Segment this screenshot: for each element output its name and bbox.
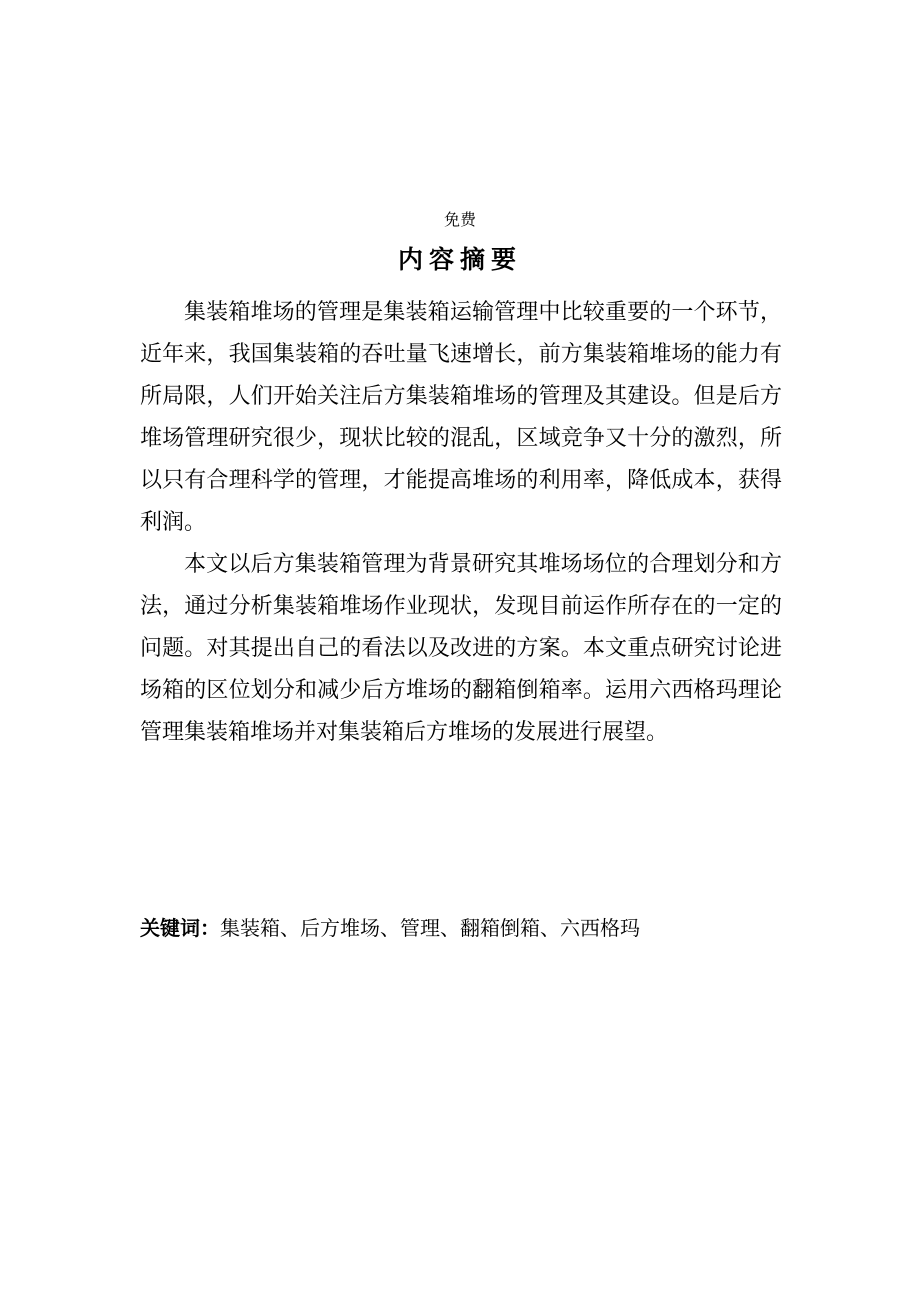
abstract-paragraph-2: 本文以后方集装箱管理为背景研究其堆场场位的合理划分和方法，通过分析集装箱堆场作业现状，发现目前运作所存在的一定的问题。对其提出自己的看法以及改进的方案。本文重点研究讨论进场箱的区位划分和减少后方堆场的翻箱倒箱率。运用六西格玛理论管理集装箱堆场并对集装箱后方堆场的发展进行展望。 [140, 552, 782, 745]
abstract-body [140, 292, 782, 754]
keywords-line [140, 908, 800, 948]
abstract-paragraph-1: 集装箱堆场的管理是集装箱运输管理中比较重要的一个环节，近年来，我国集装箱的吞吐量飞速增长，前方集装箱堆场的能力有所局限，人们开始关注后方集装箱堆场的管理及其建设。但是后方堆场管理研究很少，现状比较的混乱，区域竞争又十分的激烈，所以只有合理科学的管理，才能提高堆场的利用率，降低成本，获得利润。 [140, 300, 782, 535]
keywords-label: 关键词： [140, 916, 220, 940]
top-label: 免费 [443, 210, 476, 229]
keywords-value: 集装箱、后方堆场、管理、翻箱倒箱、六西格玛 [220, 916, 640, 940]
abstract-title: 内容摘要 [397, 245, 522, 274]
